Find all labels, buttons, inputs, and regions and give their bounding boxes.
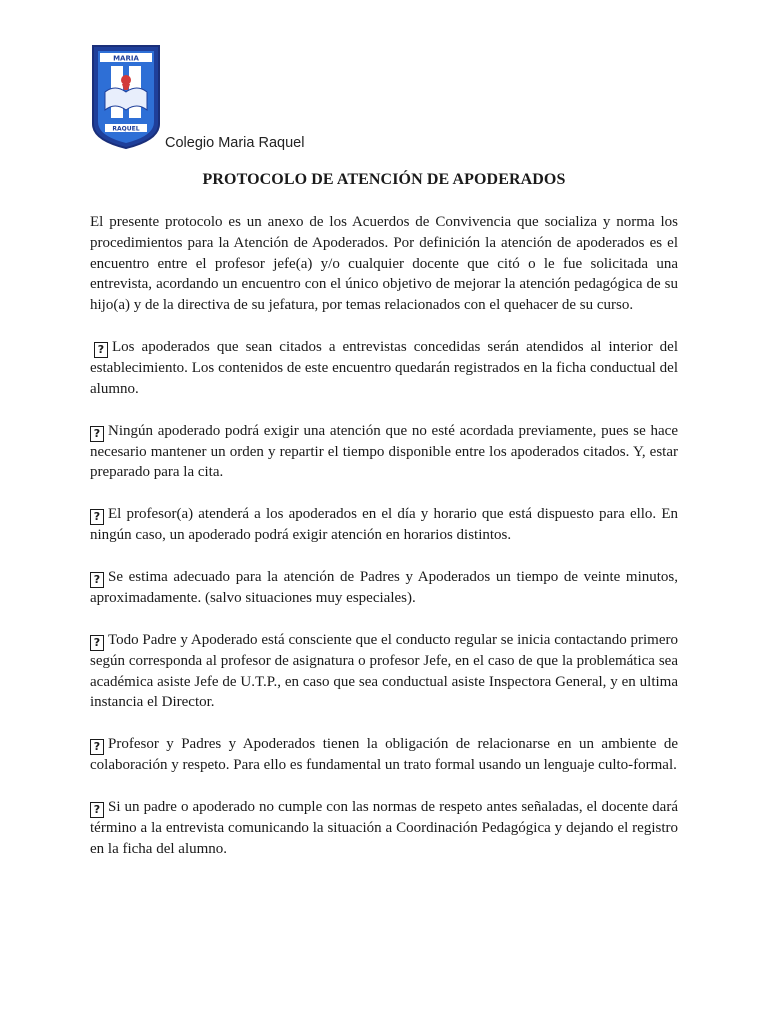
list-item-text: Ningún apoderado podrá exigir una atención que no esté acordada previamente, pues se hace necesario mantener un orden y repartir el tiempo disponible entre los apoderados citados. Y, estar preparado para la cita. xyxy=(90,422,678,481)
intro-paragraph: El presente protocolo es un anexo de los Acuerdos de Convivencia que socializa y norma los procedimientos para la Atención de Apoderados. Por definición la atención de apoderados es el encuentro entre el profesor jefe(a) y/o cualquier docente que citó o le fue solicitada una entrevista, acordando un encuentro con el único objetivo de mejorar la atención pedagógica de su hijo(a) y de la directiva de su jefatura, por temas relacionados con el quehacer de su curso. xyxy=(90,214,678,314)
list-item-text: Profesor y Padres y Apoderados tienen la obligación de relacionarse en un ambiente de colaboración y respeto. Para ello es fundamental un trato formal usando un lenguaje culto-formal. xyxy=(90,736,678,774)
missing-glyph-icon: ? xyxy=(90,572,104,588)
missing-glyph-icon: ? xyxy=(94,342,108,358)
list-item xyxy=(90,797,678,860)
list-item xyxy=(90,504,678,546)
list-item xyxy=(90,421,678,484)
missing-glyph-icon: ? xyxy=(90,426,104,442)
document-title: PROTOCOLO DE ATENCIÓN DE APODERADOS xyxy=(202,171,566,188)
school-name: Colegio Maria Raquel xyxy=(165,135,305,151)
svg-text:RAQUEL: RAQUEL xyxy=(112,125,140,133)
list-item-text: Todo Padre y Apoderado está consciente que el conducto regular se inicia contactando primero según corresponda al profesor de asignatura o profesor Jefe, en el caso de que la problemática sea académica asiste Jefe de U.T.P., en caso que sea conductual asiste Inspectora General, y en ultima instancia el Director. xyxy=(90,631,678,711)
list-item-text: Si un padre o apoderado no cumple con las normas de respeto antes señaladas, el docente dará término a la entrevista comunicando la situación a Coordinación Pedagógica y dejando el registro en la ficha del alumno. xyxy=(90,798,678,857)
school-crest-icon xyxy=(89,44,163,150)
missing-glyph-icon: ? xyxy=(90,509,104,525)
svg-text:MARIA: MARIA xyxy=(113,54,139,63)
missing-glyph-icon: ? xyxy=(90,802,104,818)
list-item xyxy=(90,337,678,400)
list-item-text: El profesor(a) atenderá a los apoderados en el día y horario que está dispuesto para ello. En ningún caso, un apoderado podrá exigir atención en horarios distintos. xyxy=(90,506,678,544)
list-item xyxy=(90,567,678,609)
list-item-text: Se estima adecuado para la atención de Padres y Apoderados un tiempo de veinte minutos, aproximadamente. (salvo situaciones muy especiales). xyxy=(90,568,678,606)
list-item xyxy=(90,734,678,776)
missing-glyph-icon: ? xyxy=(90,739,104,755)
list-item-text: Los apoderados que sean citados a entrevistas concedidas serán atendidos al interior del establecimiento. Los contenidos de este encuentro quedarán registrados en la ficha conductual del alumno. xyxy=(90,338,678,397)
missing-glyph-icon: ? xyxy=(90,635,104,651)
school-crest-logo xyxy=(89,44,163,150)
document-body xyxy=(90,212,678,881)
list-item xyxy=(90,630,678,713)
